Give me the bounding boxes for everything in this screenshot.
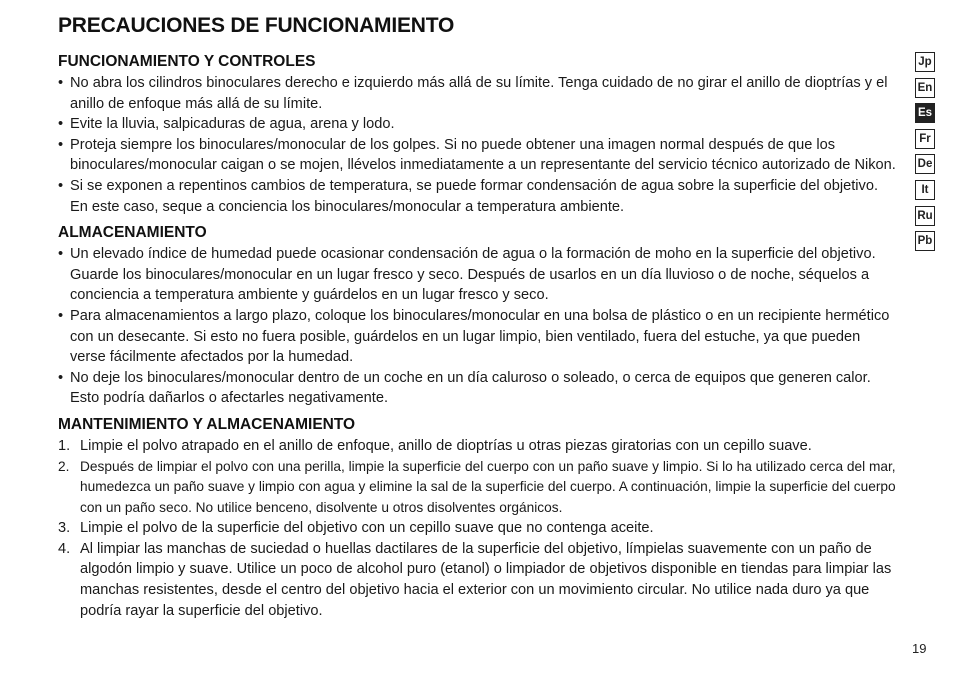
list-item-text: Si se exponen a repentinos cambios de temperatura, se puede formar condensación de agua sobre la superficie del objetivo. En este caso, seque a conciencia los binoculares/monocular a temperatura ambiente.	[70, 177, 879, 215]
list-item-text: No abra los cilindros binoculares derecho e izquierdo más allá de su límite. Tenga cuidado de no girar el anillo de dioptrías y el anillo de enfoque más allá de su límite.	[70, 75, 888, 112]
operation-list	[58, 73, 896, 217]
bullet-marker: •	[58, 307, 64, 324]
storage-list	[58, 244, 896, 409]
step-text: Limpie el polvo de la superficie del objetivo con un cepillo suave que no contenga aceite.	[80, 520, 654, 537]
step-number: 1.	[58, 437, 71, 454]
list-item-text: Un elevado índice de humedad puede ocasionar condensación de agua o la formación de moho en la superficie del objetivo. Guarde los binoculares/monocular en un lugar fresco y seco. Después de usarlos en un día lluvioso o de noche, séquelos a conciencia a temperatura ambiente y guárdelos en un lugar fresco y seco.	[70, 246, 876, 304]
step-item	[58, 436, 896, 457]
maintenance-steps	[58, 436, 896, 621]
step-text: Al limpiar las manchas de suciedad o huellas dactilares de la superficie del objetivo, límpielas suavemente con un paño de algodón limpio y suave. Utilice un poco de alcohol puro (etanol) o limpiador de objetivos disponible en tiendas para limpiar las manchas resistentes, desde el centro del objetivo hacia el exterior con un movimiento circular. No utilice nada duro ya que podría rayar la superficie del objetivo.	[80, 540, 892, 619]
language-tab-jp[interactable]: Jp	[915, 52, 935, 72]
bullet-marker: •	[58, 116, 64, 133]
language-tab-es[interactable]: Es	[915, 103, 935, 123]
language-tab-en[interactable]: En	[915, 78, 935, 98]
language-tab-ru[interactable]: Ru	[915, 206, 935, 226]
step-text: Limpie el polvo atrapado en el anillo de enfoque, anillo de dioptrías u otras piezas giratorias con un cepillo suave.	[80, 437, 812, 454]
section-heading-storage: ALMACENAMIENTO	[58, 224, 207, 242]
page-number: 19	[912, 641, 927, 656]
step-item	[58, 457, 896, 519]
list-item	[58, 176, 896, 217]
step-item	[58, 539, 896, 621]
page-title: PRECAUCIONES DE FUNCIONAMIENTO	[58, 14, 455, 37]
language-tabs	[915, 52, 935, 251]
list-item-text: No deje los binoculares/monocular dentro de un coche en un día caluroso o soleado, o cerca de equipos que generen calor. Esto podría dañarlos o afectarles negativamente.	[70, 369, 871, 407]
list-item	[58, 73, 896, 114]
list-item-text: Evite la lluvia, salpicaduras de agua, arena y lodo.	[70, 116, 395, 133]
bullet-marker: •	[58, 75, 64, 91]
page-content	[58, 52, 896, 621]
list-item	[58, 135, 896, 176]
section-heading-maintenance: MANTENIMIENTO Y ALMACENAMIENTO	[58, 415, 356, 433]
list-item-text: Proteja siempre los binoculares/monocular de los golpes. Si no puede obtener una imagen normal después de que los binoculares/monocular caigan o se mojen, llévelos inmediatamente a un representante del servicio técnico autorizado de Nikon.	[70, 136, 896, 174]
list-item	[58, 244, 896, 306]
bullet-marker: •	[58, 369, 64, 386]
bullet-marker: •	[58, 246, 64, 263]
language-tab-de[interactable]: De	[915, 154, 935, 174]
list-item-text: Para almacenamientos a largo plazo, coloque los binoculares/monocular en una bolsa de plástico o en un recipiente hermético con un desecante. Si esto no fuera posible, guárdelos en un lugar limpio, bien ventilado, fuera del estuche, ya que pueden verse fácilmente afectados por la humedad.	[70, 307, 890, 366]
language-tab-pb[interactable]: Pb	[915, 231, 935, 251]
language-tab-it[interactable]: It	[915, 180, 935, 200]
bullet-marker: •	[58, 177, 64, 194]
step-item	[58, 518, 896, 539]
step-number: 3.	[58, 520, 71, 537]
step-number: 2.	[58, 458, 70, 474]
step-number: 4.	[58, 540, 71, 557]
list-item	[58, 306, 896, 368]
section-heading-operation: FUNCIONAMIENTO Y CONTROLES	[58, 53, 316, 70]
list-item	[58, 114, 896, 135]
bullet-marker: •	[58, 136, 64, 153]
step-text: Después de limpiar el polvo con una perilla, limpie la superficie del cuerpo con un paño suave y limpio. Si lo ha utilizado cerca del mar, humedezca un paño suave y limpio con agua y elimine la sal de la superficie del cuerpo. A continuación, limpie la superficie del cuerpo con un paño seco. No utilice benceno, disolvente u otros disolventes orgánicos.	[80, 458, 896, 515]
list-item	[58, 368, 896, 409]
language-tab-fr[interactable]: Fr	[915, 129, 935, 149]
